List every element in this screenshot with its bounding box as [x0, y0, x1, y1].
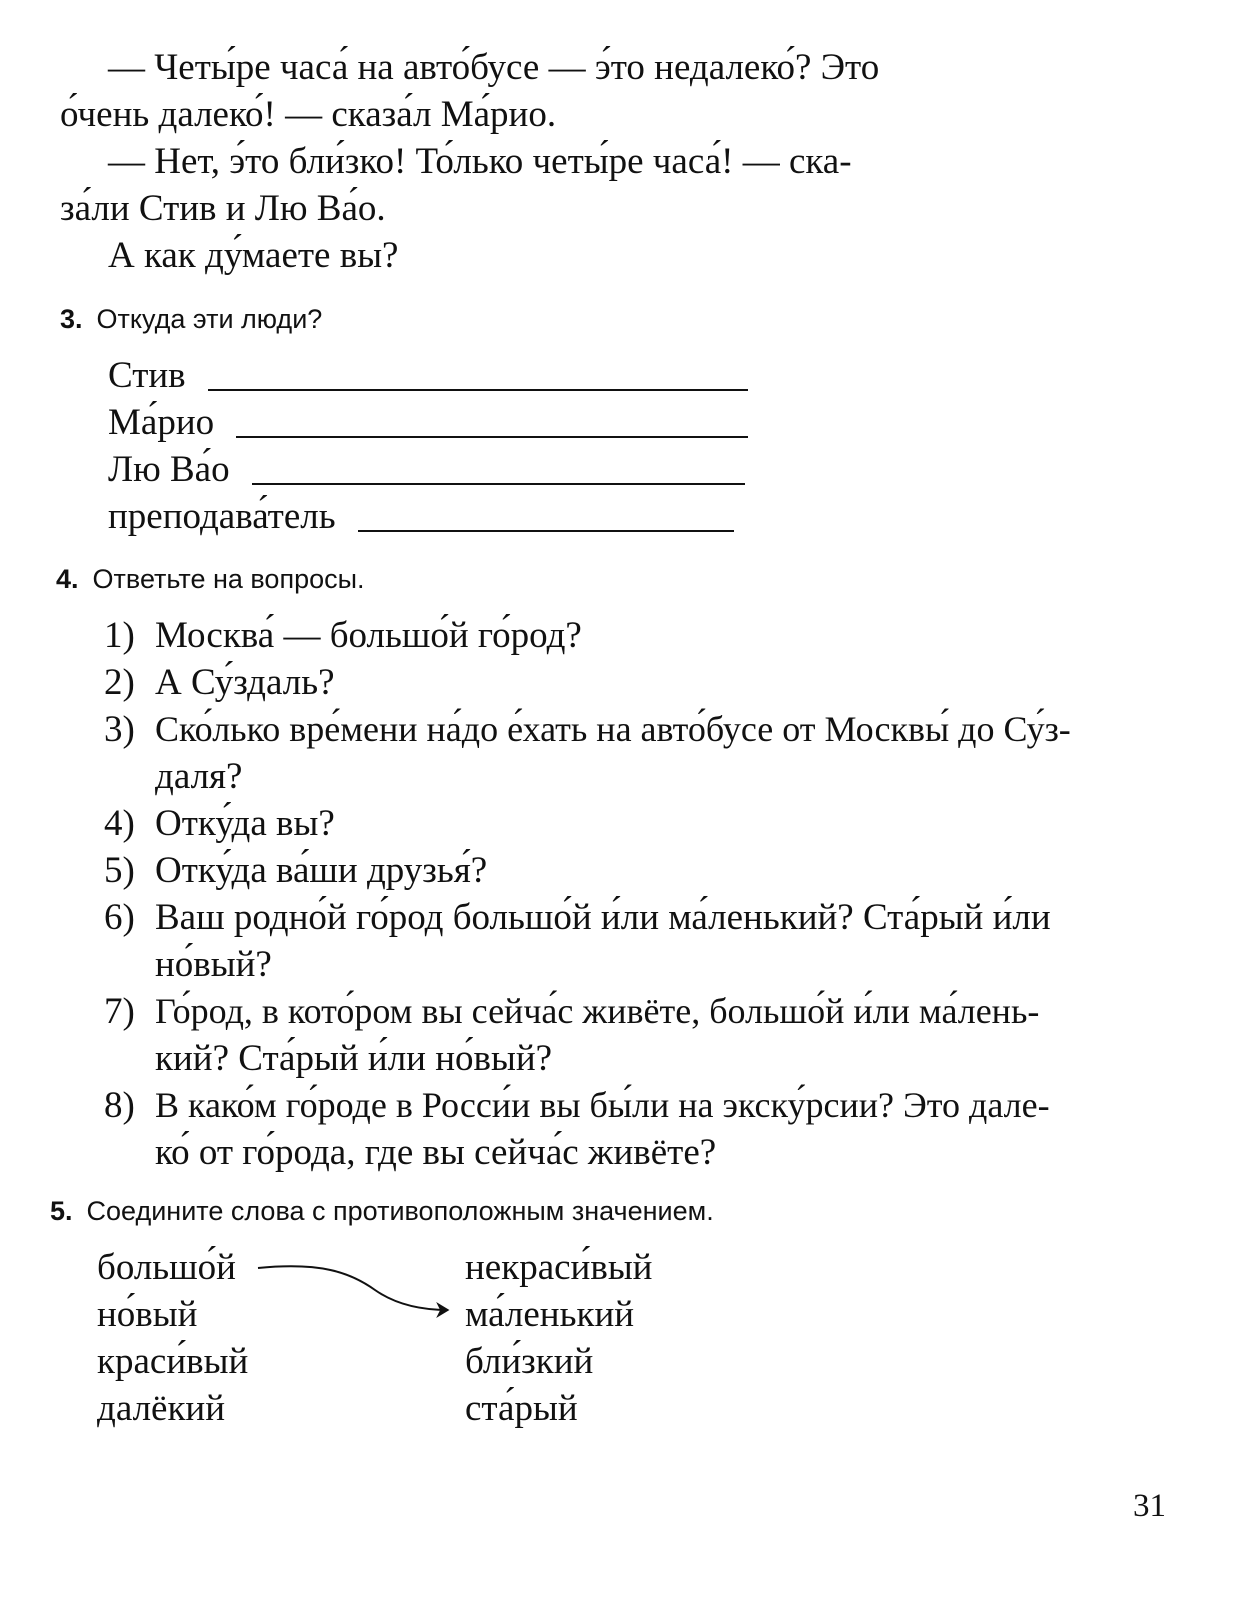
question-number: 8) — [104, 1085, 135, 1126]
question-text: В како́м го́роде в Росси́и вы бы́ли на экску́рсии? Это дале- — [155, 1085, 1050, 1125]
dialogue-line: — Нет, э́то бли́зко! То́лько четы́ре часа́! — ска- — [108, 141, 852, 182]
question-number: 1) — [104, 615, 135, 656]
person-label: Стив — [108, 355, 186, 396]
arrow-curve — [258, 1266, 448, 1310]
question-number: 2) — [104, 662, 135, 703]
dialogue-line: за́ли Стив и Лю Ва́о. — [60, 188, 386, 229]
exercise-title: Откуда эти люди? — [96, 304, 323, 334]
dialogue-line: о́чень далеко́! — сказа́л Ма́рио. — [60, 94, 557, 135]
question-number: 4) — [104, 803, 135, 844]
question-text: Москва́ — большо́й го́род? — [155, 615, 582, 656]
person-label: преподава́тель — [108, 496, 336, 537]
left-word[interactable]: далёкий — [97, 1388, 226, 1429]
left-word[interactable]: большо́й — [97, 1247, 236, 1288]
left-word[interactable]: но́вый — [97, 1294, 198, 1335]
question-number: 6) — [104, 897, 135, 938]
question-number: 3) — [104, 709, 135, 750]
person-label: Лю Ва́о — [108, 449, 230, 490]
exercise-number: 5. — [50, 1196, 73, 1226]
exercise-number: 4. — [56, 564, 79, 594]
question-text: Го́род, в кото́ром вы сейча́с живёте, большо́й и́ли ма́лень- — [155, 991, 1040, 1031]
right-word[interactable]: ста́рый — [465, 1388, 578, 1429]
right-word[interactable]: ма́ленький — [465, 1294, 635, 1335]
dialogue-line: А как ду́маете вы? — [108, 235, 399, 276]
question-text: А Су́здаль? — [155, 662, 335, 703]
question-text: Ваш родно́й го́род большо́й и́ли ма́ленький? Ста́рый и́ли — [155, 897, 1051, 938]
question-text: Отку́да вы? — [155, 803, 335, 844]
exercise-title: Ответьте на вопросы. — [92, 564, 365, 594]
person-label: Ма́рио — [108, 402, 215, 443]
question-text-continued: но́вый? — [155, 944, 272, 985]
question-text-continued: даля? — [155, 756, 243, 797]
question-number: 5) — [104, 850, 135, 891]
dialogue-line: — Четы́ре часа́ на авто́бусе — э́то недалеко́? Это — [108, 47, 880, 88]
question-text: Отку́да ва́ши друзья́? — [155, 850, 488, 891]
left-word[interactable]: краси́вый — [97, 1341, 249, 1382]
right-word[interactable]: бли́зкий — [465, 1341, 594, 1382]
question-text: Ско́лько вре́мени на́до е́хать на авто́бусе от Москвы́ до Су́з- — [155, 709, 1071, 749]
question-text-continued: ко́ от го́рода, где вы сейча́с живёте? — [155, 1132, 717, 1173]
right-word[interactable]: некраси́вый — [465, 1247, 653, 1288]
exercise-number: 3. — [60, 304, 83, 334]
exercise-title: Соедините слова с противоположным значением. — [86, 1196, 714, 1226]
page-number: 31 — [1133, 1488, 1166, 1524]
question-text-continued: кий? Ста́рый и́ли но́вый? — [155, 1038, 553, 1079]
question-number: 7) — [104, 991, 135, 1032]
